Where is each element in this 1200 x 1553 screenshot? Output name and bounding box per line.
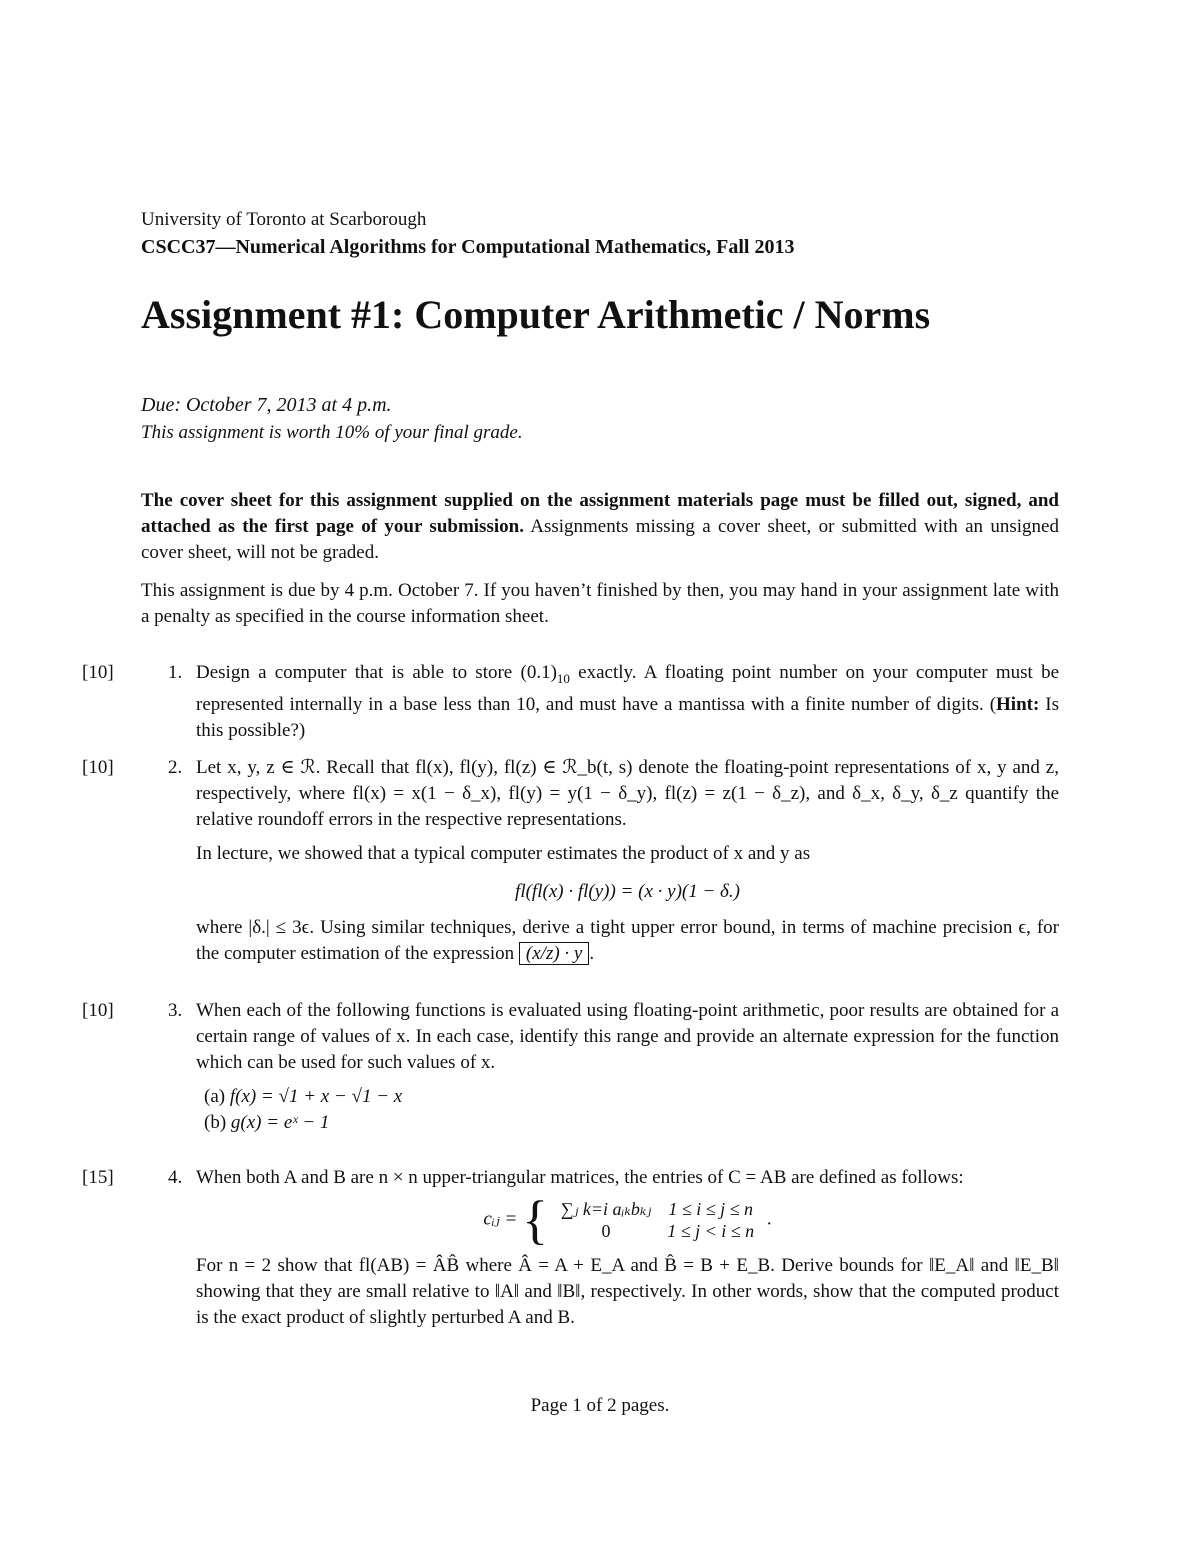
- cover-sheet-rest: Assignments missing a cover sheet, or submitted with an unsigned cover sheet, will not be graded.: [141, 516, 1059, 563]
- question-body: [196, 1165, 1059, 1331]
- cases-lhs: cᵢⱼ =: [483, 1208, 518, 1230]
- question-body: [196, 755, 1059, 967]
- cover-sheet-bold: The cover sheet for this assignment supplied on the assignment materials page must be filled out, signed, and attached as the first page of your submission.: [141, 490, 1059, 537]
- left-brace: {: [522, 1190, 549, 1250]
- question-text: Design a computer that is able to store (0.1): [196, 662, 557, 683]
- question-points: [10]: [82, 757, 114, 778]
- late-policy-text: This assignment is due by 4 p.m. October 7. If you haven’t finished by then, you may hand in your assignment late with a penalty as specified in the course information sheet.: [141, 580, 1059, 627]
- part-expression: g(x) = eˣ − 1: [230, 1112, 330, 1133]
- due-date: Due: October 7, 2013 at 4 p.m.: [141, 394, 392, 416]
- part-b: [204, 1110, 1059, 1136]
- cases-table: [553, 1198, 762, 1242]
- question-text: For n = 2 show that fl(AB) = ÂB̂ where Â = A + E_A and B̂ = B + E_B. Derive bounds for ‖E_A‖ and ‖E_B‖ showing that they are small relative to ‖A‖ and ‖B‖, respectively. In other words, show that the computed product is the exact product of slightly perturbed A and B.: [196, 1255, 1059, 1328]
- question-number: 1.: [168, 662, 183, 683]
- question-2: [82, 755, 1059, 967]
- subscript: 10: [556, 670, 570, 686]
- question-text: In lecture, we showed that a typical computer estimates the product of x and y as: [196, 843, 811, 864]
- question-4: [82, 1165, 1059, 1331]
- part-a: [204, 1084, 1059, 1110]
- question-1: [82, 660, 1059, 744]
- question-text: [196, 915, 1059, 967]
- boxed-expression: (x/z) · y: [519, 942, 589, 965]
- part-expression: f(x) = √1 + x − √1 − x: [229, 1086, 403, 1107]
- question-points: [10]: [82, 1000, 114, 1021]
- part-label: (a): [204, 1086, 226, 1107]
- part-label: (b): [204, 1112, 227, 1133]
- case-expression: ∑ⱼ k=i aᵢₖbₖⱼ: [560, 1199, 652, 1219]
- question-points: [10]: [82, 662, 114, 683]
- question-text: where |δ.| ≤ 3ϵ. Using similar techniques, derive a tight upper error bound, in terms of machine precision ϵ, for the computer estimation of the expression: [196, 917, 1059, 964]
- case-expression: 0: [601, 1221, 611, 1241]
- question-number: 4.: [168, 1167, 183, 1188]
- question-points: [15]: [82, 1167, 114, 1188]
- question-text: When each of the following functions is evaluated using floating-point arithmetic, poor results are obtained for a certain range of values of x. In each case, identify this range and provide an alternate expression for the function which can be used for such values of x.: [196, 1000, 1059, 1073]
- late-policy-paragraph: [141, 578, 1059, 630]
- page-footer: Page 1 of 2 pages.: [530, 1395, 670, 1416]
- question-3: [82, 998, 1059, 1136]
- case-condition: 1 ≤ j < i ≤ n: [667, 1221, 755, 1241]
- hint-label: Hint:: [996, 693, 1040, 715]
- question-body: [196, 998, 1059, 1136]
- university-name: University of Toronto at Scarborough: [141, 209, 427, 230]
- question-number: 3.: [168, 1000, 183, 1021]
- cases-equation: [196, 1190, 1059, 1250]
- period: .: [589, 943, 595, 964]
- question-number: 2.: [168, 757, 183, 778]
- question-body: [196, 660, 1059, 744]
- assignment-title: Assignment #1: Computer Arithmetic / Norms: [141, 292, 931, 337]
- period: .: [766, 1208, 772, 1230]
- cover-sheet-paragraph: [141, 488, 1059, 566]
- hint-text: Is this possible?): [196, 693, 1059, 741]
- question-text: When both A and B are n × n upper-triangular matrices, the entries of C = AB are defined as follows:: [196, 1167, 964, 1188]
- grade-weight: This assignment is worth 10% of your final grade.: [141, 422, 523, 443]
- course-title: CSCC37—Numerical Algorithms for Computational Mathematics, Fall 2013: [141, 236, 795, 258]
- question-text: exactly. A floating point number on your computer must be represented internally in a base less than 10, and must have a mantissa with a finite number of digits. (: [196, 662, 1060, 715]
- question-text: Let x, y, z ∈ ℛ. Recall that fl(x), fl(y), fl(z) ∈ ℛ_b(t, s) denote the floating-point representations of x, y and z, respectively, where fl(x) = x(1 − δ_x), fl(y) = y(1 − δ_y), fl(z) = z(1 − δ_z), and δ_x, δ_y, δ_z quantify the relative roundoff errors in the respective representations.: [196, 757, 1059, 830]
- display-equation: fl(fl(x) · fl(y)) = (x · y)(1 − δ.): [515, 881, 740, 902]
- case-condition: 1 ≤ i ≤ j ≤ n: [668, 1199, 754, 1219]
